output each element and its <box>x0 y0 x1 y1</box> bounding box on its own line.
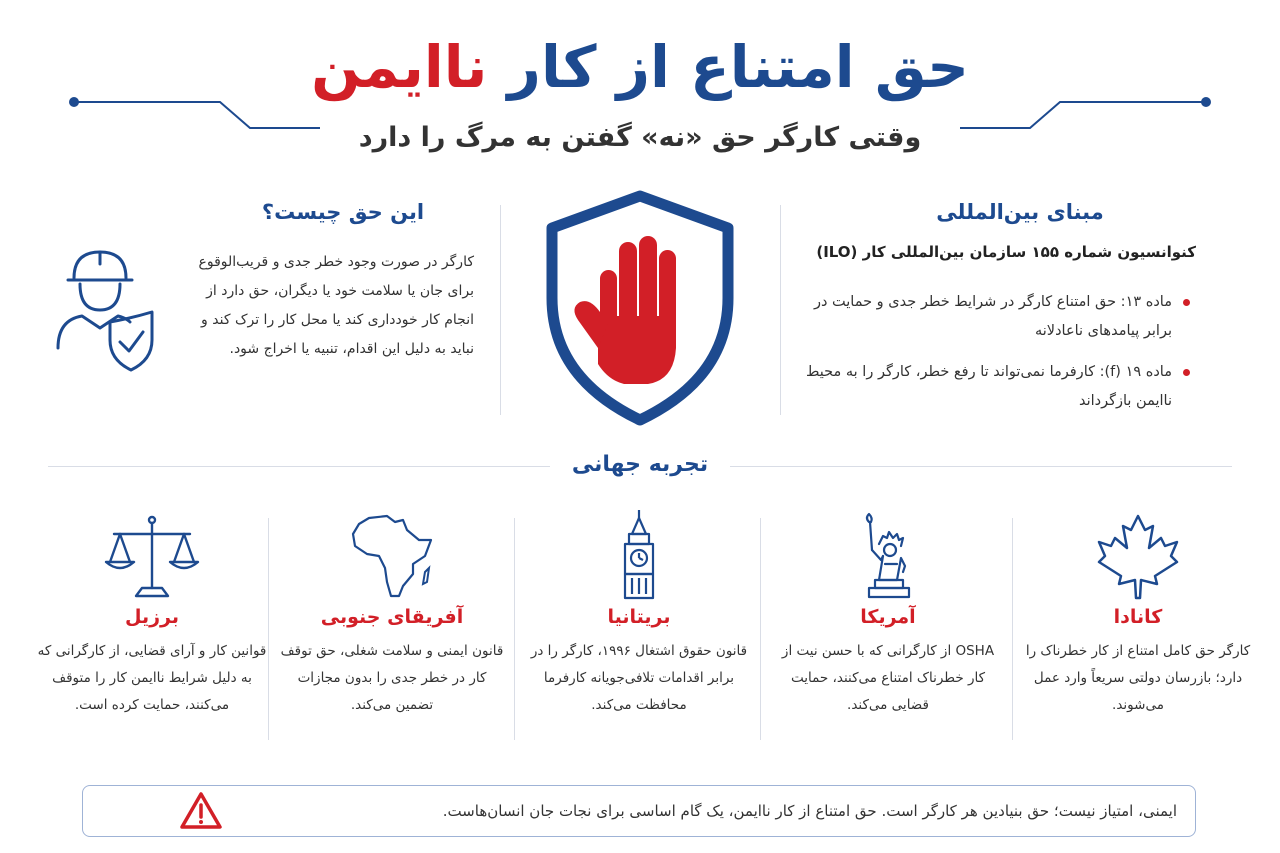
country-text: قانون حقوق اشتغال ۱۹۹۶، کارگر را در برابر اقدامات تلافی‌جویانه کارفرما محافظت می‌کند. <box>530 643 748 713</box>
list-item: ماده ۱۳: حق امتناع کارگر در شرایط خطر جدی و حمایت در برابر پیامدهای ناعادلانه <box>800 288 1190 346</box>
title-accent: ناایمن <box>311 33 488 101</box>
divider <box>760 518 761 740</box>
footer-text: ایمنی، امتیاز نیست؛ حق بنیادین هر کارگر است. حق امتناع از کار ناایمن، یک گام اساسی برای نجات جان انسان‌هاست. <box>442 802 1177 820</box>
country-name: آمریکا <box>860 606 916 628</box>
africa-map-icon <box>347 512 437 600</box>
convention-label: کنوانسیون شماره ۱۵۵ سازمان بین‌المللی کار (ILO) <box>816 243 1196 261</box>
country-text: کارگر حق کامل امتناع از کار خطرناک را دارد؛ بازرسان دولتی سریعاً وارد عمل می‌شوند. <box>1025 643 1251 713</box>
country-icon-wrap <box>1023 508 1253 600</box>
page-subtitle: وقتی کارگر حق «نه» گفتن به مرگ را دارد <box>358 122 922 153</box>
global-title: تجربه جهانی <box>571 452 709 477</box>
divider <box>1012 518 1013 740</box>
country-text: قانون ایمنی و سلامت شغلی، حق توقف کار در خطر جدی را بدون مجازات تضمین می‌کند. <box>280 643 504 713</box>
country-icon-wrap <box>524 508 754 600</box>
divider-right <box>780 205 781 415</box>
country-icon-wrap <box>277 508 507 600</box>
country-uk <box>524 508 754 719</box>
international-title: مبنای بین‌المللی <box>936 200 1104 224</box>
divider <box>514 518 515 740</box>
country-name: بریتانیا <box>607 606 671 628</box>
worker-shield-icon <box>52 244 162 374</box>
country-usa <box>773 508 1003 719</box>
country-brazil <box>37 508 267 719</box>
big-ben-icon <box>614 508 664 600</box>
stop-hand-shield-icon <box>542 188 738 428</box>
maple-leaf-icon <box>1093 510 1183 600</box>
country-icon-wrap <box>37 508 267 600</box>
what-is-text: کارگر در صورت وجود خطر جدی و قریب‌الوقوع برای جان یا سلامت خود یا دیگران، حق دارد از انجام کار خودداری کند یا محل کار را ترک کند و نباید به دلیل این اقدام، تنبیه یا اخراج شود. <box>198 254 474 357</box>
footer-banner <box>82 785 1196 837</box>
divider <box>268 518 269 740</box>
warning-icon <box>179 791 223 831</box>
scales-of-justice-icon <box>102 512 202 600</box>
country-text: OSHA از کارگرانی که با حسن نیت از کار خطرناک امتناع می‌کنند، حمایت قضایی می‌کند. <box>781 643 995 713</box>
title-main: حق امتناع از کار <box>487 33 969 101</box>
country-canada <box>1023 508 1253 719</box>
country-icon-wrap <box>773 508 1003 600</box>
country-text: قوانین کار و آرای قضایی، از کارگرانی که به دلیل شرایط ناایمن کار را متوقف می‌کنند، حمایت کرده است. <box>37 643 267 713</box>
country-name: آفریقای جنوبی <box>320 606 464 628</box>
list-item: ماده ۱۹ (f): کارفرما نمی‌تواند تا رفع خطر، کارگر را به محیط ناایمن بازگرداند <box>800 358 1190 416</box>
country-name: کانادا <box>1113 606 1163 628</box>
international-list <box>800 288 1190 428</box>
country-name: برزیل <box>125 606 179 628</box>
country-south-africa <box>277 508 507 719</box>
what-is-title: این حق چیست؟ <box>261 200 425 224</box>
statue-of-liberty-icon <box>853 508 923 600</box>
divider-left <box>500 205 501 415</box>
